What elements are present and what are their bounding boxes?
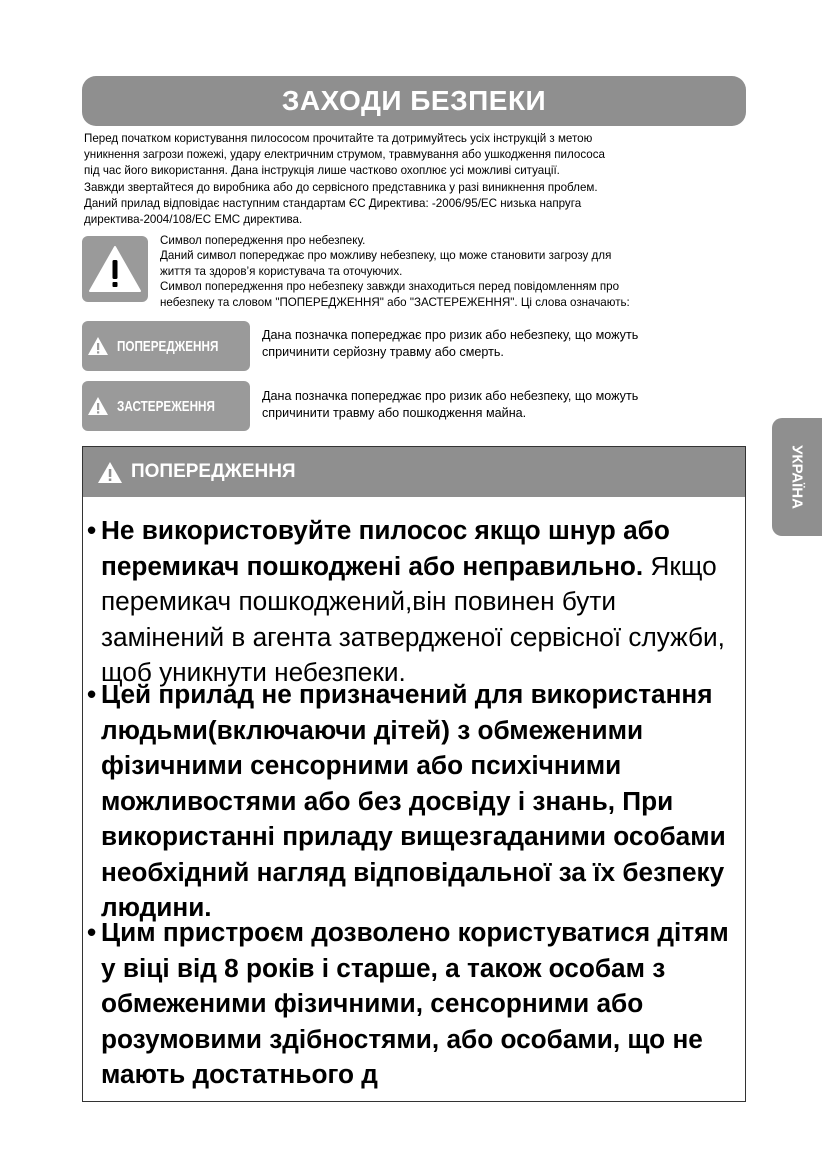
warning-triangle-icon (88, 244, 142, 294)
warning-item (87, 677, 737, 926)
intro-line: під час його використання. Дана інструкція лише частково охоплює усі можливі ситуації. (84, 164, 560, 178)
side-tab-label: УКРАЇНА (788, 445, 806, 509)
warning-item-bold: Цей прилад не призначений для використання людьми(включаючи дітей) з обмеженими фізичними сенсорними або психічними можливостями або без досвіду і знань, При використанні приладу вищезгаданими особами необхідний нагляд відповідальної за їх безпеку людини. (101, 679, 726, 922)
bullet-mark: • (87, 515, 97, 545)
desc-line: спричинити травму або пошкодження майна. (262, 406, 527, 420)
warning-item (87, 513, 737, 691)
symbol-line: небезпеку та словом "ПОПЕРЕДЖЕННЯ" або "ЗАСТЕРЕЖЕННЯ". Ці слова означають: (160, 295, 630, 309)
warning-item-text: Якщо перемикач пошкоджений,він повинен бути замінений в агента затвердженої сервісної служби, щоб уникнути небезпеки. (101, 550, 725, 687)
warning-badge-description (262, 327, 742, 361)
intro-line: Перед початком користування пилососом прочитайте та дотримуйтесь усіх інструкцій з метою (84, 132, 593, 145)
badge-label: ПОПЕРЕДЖЕННЯ (117, 337, 219, 355)
side-language-tab (772, 418, 822, 536)
warning-triangle-icon (97, 461, 123, 484)
section-title-bar (82, 76, 746, 126)
bullet-mark: • (87, 917, 97, 947)
warning-panel (82, 446, 746, 1102)
desc-line: Дана позначка попереджає про ризик або небезпеку, що можуть (262, 389, 639, 403)
intro-line: Завжди звертайтеся до виробника або до сервісного представника у разі виникнення проблем. (84, 180, 598, 194)
badge-label: ЗАСТЕРЕЖЕННЯ (117, 397, 215, 415)
warning-item-bold: Не використовуйте пилосос якщо шнур або перемикач пошкоджені або неправильно. (101, 515, 670, 581)
symbol-description (160, 233, 752, 310)
caution-badge-description (262, 388, 742, 422)
intro-paragraph (84, 131, 754, 228)
bullet-mark: • (87, 679, 97, 709)
warning-panel-header (83, 447, 745, 497)
warning-triangle-icon (87, 336, 109, 356)
warning-triangle-icon (87, 396, 109, 416)
intro-line: директива-2004/108/ЕС ЕМС директива. (84, 213, 303, 227)
desc-line: Дана позначка попереджає про ризик або небезпеку, що можуть (262, 328, 639, 342)
warning-panel-heading: ПОПЕРЕДЖЕННЯ (131, 461, 296, 482)
warning-item (87, 915, 737, 1093)
caution-badge (82, 381, 250, 431)
symbol-line: життя та здоров’я користувача та оточуючих. (160, 264, 403, 278)
symbol-line: Даний символ попереджає про можливу небезпеку, що може становити загрозу для (160, 249, 612, 263)
symbol-line: Символ попередження про небезпеку. (160, 234, 366, 247)
desc-line: спричинити серйозну травму або смерть. (262, 345, 504, 359)
symbol-line: Символ попередження про небезпеку завжди знаходиться перед повідомленням про (160, 280, 620, 294)
warning-item-bold: Цим пристроєм дозволено користуватися дітям у віці від 8 років і старше, а також особам з обмеженими фізичними, сенсорними або розумовими здібностями, або особами, що не мають достатнього д (101, 917, 729, 1089)
intro-line: уникнення загрози пожежі, удару електричним струмом, травмування або ушкодження пилососа (84, 148, 605, 162)
warning-badge (82, 321, 250, 371)
page-title: ЗАХОДИ БЕЗПЕКИ (281, 85, 547, 116)
warning-symbol-box (82, 236, 148, 302)
intro-line: Даний прилад відповідає наступним стандартам ЄС Директива: -2006/95/ЕС низька напруга (84, 196, 582, 210)
